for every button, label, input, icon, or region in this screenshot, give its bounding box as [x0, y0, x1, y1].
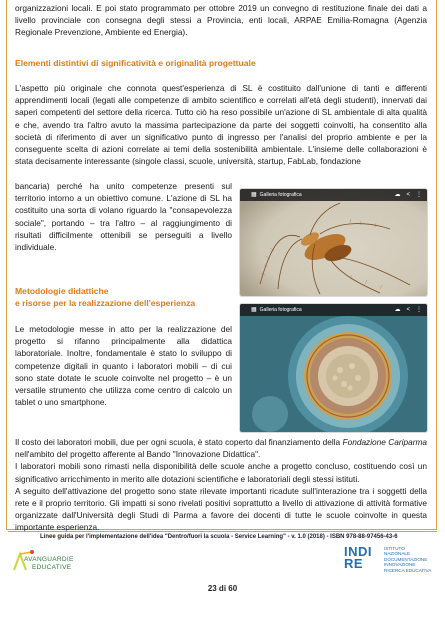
body-lower [15, 436, 427, 534]
funding-foundation-name: Fondazione Cariparma [342, 437, 427, 447]
funding-text-end: nell'ambito del progetto afferente al Bando "Innovazione Didattica". [15, 449, 261, 460]
share-icon[interactable]: < [406, 192, 410, 198]
footer-divider [8, 531, 437, 532]
paragraph-impact: A seguito dell'attivazione del progetto sono state rilevate importanti ricadute sull'interazione tra i soggetti della rete e il proprio territorio. Gli impatti si sono rivelati positivi soprattutto a livello di attivazione di attività formative organizzate dall'Università degli Studi di Parma a favore dei docenti di tutte le scuole coinvolte in questa importante esperienza. [15, 485, 427, 533]
gallery-photo-cross-section[interactable] [240, 304, 427, 432]
paragraph-collaboration: bancaria) perché ha unito competenze presenti sul territorio intorno a un obiettivo comune. L'azione di SL ha costituito una sorta di volano riguardo la "consapevolezza sociale", portando – tra l'altro – al raggiungimento di risultati difficilmente ottenibili se perseguiti a livello individuale. [15, 181, 232, 253]
paragraph-labs: I laboratori mobili sono rimasti nella disponibilità delle scuole anche a progetto concluso, costituendo così un significativo arricchimento in merito alle dotazioni scientifiche e laboratoriali degli stessi istituti. [15, 461, 427, 484]
paragraph-funding [15, 436, 427, 460]
paragraph-originality: L'aspetto più originale che connota quest'esperienza di SL è costituito dall'unione di tanti e differenti apprendimenti locali (legati alle competenze di ambito scientifico e correlati all'età degli studenti), innervati dai saperi competenti del settore della ricerca. Tutto ciò ha reso possibile un'azione di SL ambientale di alta qualità e che, avendo tra l'altro avuto la massima partecipazione da parte dei soggetti coinvolti, ha consentito alla società di riferimento di aver un significativo punto di ingresso per l'analisi del proprio ambiente e per la conseguente scelta di azioni correlate ai temi della sostenibilità ambientale. L'insieme delle collaborazioni è stata decisamente interessante (singole classi, scuole, università, startup, FabLab, fondazione [15, 83, 427, 167]
indire-line: ISTITUTO [384, 546, 405, 551]
more-options-icon[interactable]: ⋮ [416, 307, 422, 313]
cloud-download-icon[interactable]: ☁ [394, 192, 401, 198]
indire-line: DOCUMENTAZIONE [384, 556, 428, 562]
gallery-title: Galleria fotografica [259, 192, 302, 198]
section-heading-methods [15, 285, 195, 310]
avanguardie-educative-logo [10, 548, 72, 578]
avanguardie-logo-mark [10, 548, 72, 578]
avanguardie-text-line2: EDUCATIVE [32, 564, 72, 571]
gallery-icon: ▦ [251, 307, 257, 313]
page-number: 23 di 60 [207, 584, 238, 593]
methods-heading-line2: e risorse per la realizzazione dell'esperienza [15, 298, 196, 309]
photo-toolbar [240, 304, 427, 316]
insect-microscope-image [240, 189, 427, 296]
methods-heading-line1: Metodologie didattiche [15, 286, 109, 296]
indire-full-name [384, 546, 431, 573]
photo-toolbar [240, 189, 427, 201]
section-heading-distinctive: Elementi distintivi di significatività e originalità progettuale [15, 58, 256, 68]
paragraph-methods: Le metodologie messe in atto per la realizzazione del progetto si rifanno principalmente alla didattica laboratoriale. Inoltre, fondamentale è stato lo sviluppo di competenze digitali in quanto i laboratori mobili – di cui sono state dotate le scuole coinvolte nel progetto – è un versatile strumento che utilizza come centro di calcolo un tablet o uno smartphone. [15, 324, 232, 408]
more-options-icon[interactable]: ⋮ [416, 192, 422, 198]
funding-text: Il costo dei laboratori mobili, due per ogni scuola, è stato coperto dal finanziamento della [15, 437, 343, 447]
gallery-title: Galleria fotografica [259, 307, 302, 313]
indire-line: INNOVAZIONE [384, 562, 416, 568]
stem-cross-section-image [240, 304, 427, 432]
gallery-photo-insect[interactable] [240, 189, 427, 296]
gallery-icon: ▦ [251, 192, 257, 198]
indire-line: NAZIONALE [384, 551, 411, 557]
share-icon[interactable]: < [406, 307, 410, 313]
indire-line: RICERCA EDUCATIVA [384, 567, 432, 573]
avanguardie-text-line1: AVANGUARDIE [24, 556, 74, 563]
cloud-download-icon[interactable]: ☁ [394, 307, 401, 313]
indire-wordmark: INDI RE [344, 544, 372, 571]
intro-paragraph: organizzazioni locali. E poi stato programmato per ottobre 2019 un convegno di restituzione finale dei dati a livello provinciale con consegna degli stessi a Provincia, enti locali, ARPAE Emilia-Romagna (Agenzia Regionale Prevenzione, Ambiente ed Energia). [15, 3, 427, 38]
footer-guide-text: Linee guida per l'implementazione dell'idea "Dentro/fuori la scuola - Service Learning" - v. 1.0 (2018) - ISBN 978-88-97456-43-6 [40, 534, 398, 540]
indire-logo [344, 546, 439, 580]
